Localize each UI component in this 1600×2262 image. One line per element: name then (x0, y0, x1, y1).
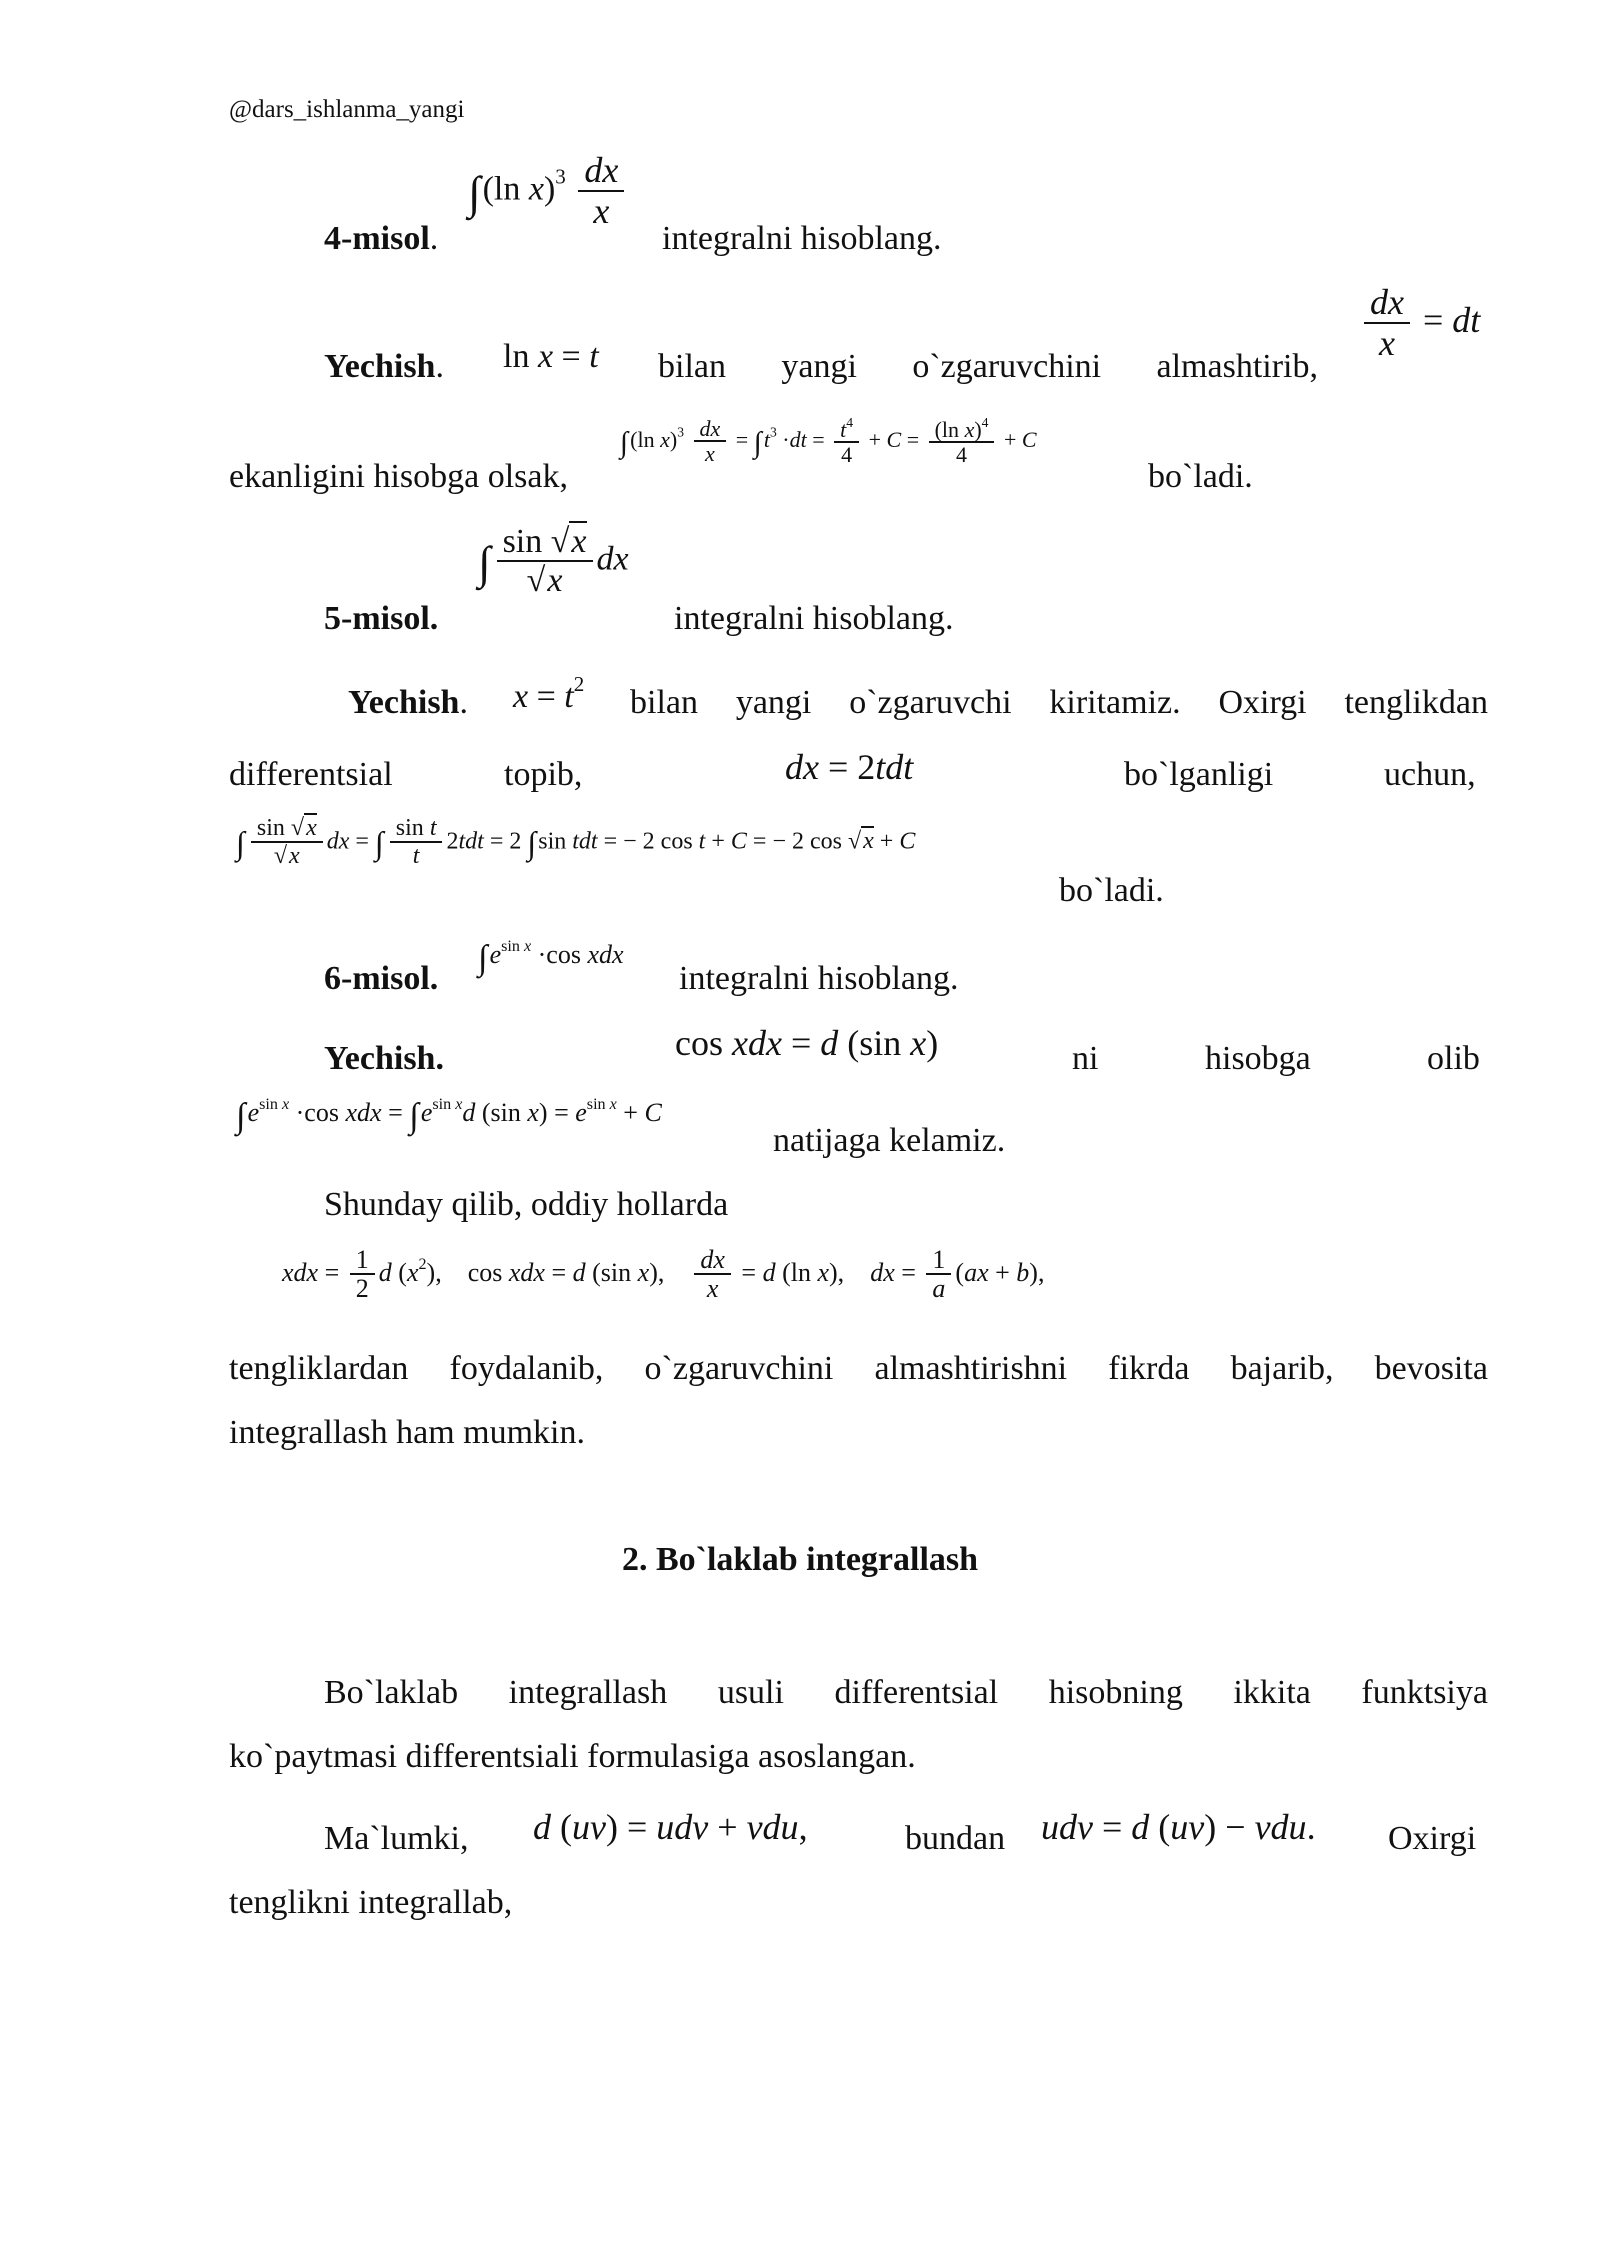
example-5-result-formula: ∫ $\frac{\sin √x}{√x}$ dx = ∫ $\frac{\text{sin t}}{t}$ 2tdt = 2 ∫sin tdt = − 2 cos t + C = − 2 cos √x + C (236, 815, 916, 870)
example-4-differential: $\frac{dx}{x}$ = dt (1360, 284, 1480, 363)
channel-header: @dars_ishlanma_yangi (229, 96, 465, 123)
example-6-label: 6-misol. (324, 960, 439, 997)
example-4-substitution-text: bilan yangi o`zgaruvchini almashtirib, (658, 348, 1318, 385)
example-6-line1-word2: hisobga (1205, 1040, 1311, 1077)
example-4-solution-label: Yechish. (324, 348, 444, 385)
example-4-line3-end: bo`ladi. (1148, 458, 1253, 495)
example-5-substitution: $x = t^2$ (513, 672, 585, 715)
example-4-integral: ∫(ln x)$^3$ $\frac{dx}{x}$ (468, 152, 628, 231)
rearranged-formula: udv = d (uv) − vdu. (1041, 1807, 1316, 1847)
paragraph-1-line-2: integrallash ham mumkin. (229, 1414, 585, 1451)
example-5-line2-word1: differentsial (229, 756, 393, 793)
example-5-label: 5-misol. (324, 600, 439, 637)
example-5-line3-end: bo`ladi. (1059, 872, 1164, 909)
example-4-line3-text: ekanligini hisobga olsak, (229, 458, 569, 495)
example-6-line1-word1: ni (1072, 1040, 1099, 1077)
example-5-line2-word2: topib, (504, 756, 583, 793)
paragraph-3-oxirgi: Oxirgi (1388, 1820, 1477, 1857)
example-6-result-formula: $\int e^{sin x} \cdot\cos$ xdx = $\int e^{sin x}d$ (sin $x) = e^{sin x} + C$ (236, 1096, 662, 1136)
paragraph-3-line-2: tenglikni integrallab, (229, 1884, 513, 1921)
example-6-solution-label: Yechish. (324, 1040, 444, 1077)
example-5-line2-word4: uchun, (1384, 756, 1476, 793)
example-4-substitution: ln x = t (503, 338, 599, 375)
paragraph-2-line-2: ko`paytmasi differentsiali formulasiga asoslangan. (229, 1738, 916, 1775)
paragraph-1-line-1: tengliklardan foydalanib, o`zgaruvchini almashtirishni fikrda bajarib, bevosita (229, 1350, 1488, 1387)
example-5-line1-text: bilan yangi o`zgaruvchi kiritamiz. Oxirgi tenglikdan (630, 684, 1488, 721)
section-title: 2. Bo`laklab integrallash (621, 1541, 979, 1578)
example-6-integral: $\int e^{sin x} \cdot\cos$ xdx (478, 938, 624, 978)
example-4-task-text: integralni hisoblang. (662, 220, 942, 257)
basic-differentials-formula: xdx = $\frac{1}{2}$ d $(x^2)$, cos xdx = d (sin x), $\frac{dx}{x}$ = d (ln x), dx = $\frac{1}{a}$ (ax + b), (282, 1245, 1045, 1304)
product-rule-formula: d (uv) = udv + vdu, (533, 1807, 808, 1847)
example-6-task-text: integralni hisoblang. (679, 960, 959, 997)
example-4-result-formula: ∫(ln x)$^3$ $\frac{dx}{x}$ = $\int t^3 \cdot dt$ = $\frac{t^4}{4}$ + C = $\frac{(\ln x)^4}{4}$ + C (620, 415, 1037, 468)
example-4-label: 4-misol. (324, 220, 439, 257)
example-6-differential: cos xdx = d (sin x) (675, 1023, 939, 1063)
example-5-integral: ∫ $\frac{\sin √x}{√x}$ dx (478, 523, 629, 599)
example-5-solution-label: Yechish. (348, 684, 468, 721)
paragraph-3-bundan: bundan (905, 1820, 1006, 1857)
paragraph-2-line-1: Bo`laklab integrallash usuli differentsial hisobning ikkita funktsiya (324, 1674, 1488, 1711)
example-6-line1-word3: olib (1427, 1040, 1480, 1077)
summary-intro: Shunday qilib, oddiy hollarda (324, 1186, 729, 1223)
example-6-line2-end: natijaga kelamiz. (773, 1122, 1006, 1159)
paragraph-3-malumki: Ma`lumki, (324, 1820, 469, 1857)
example-5-task-text: integralni hisoblang. (674, 600, 954, 637)
example-5-differential: dx = 2tdt (785, 747, 914, 787)
example-5-line2-word3: bo`lganligi (1124, 756, 1274, 793)
